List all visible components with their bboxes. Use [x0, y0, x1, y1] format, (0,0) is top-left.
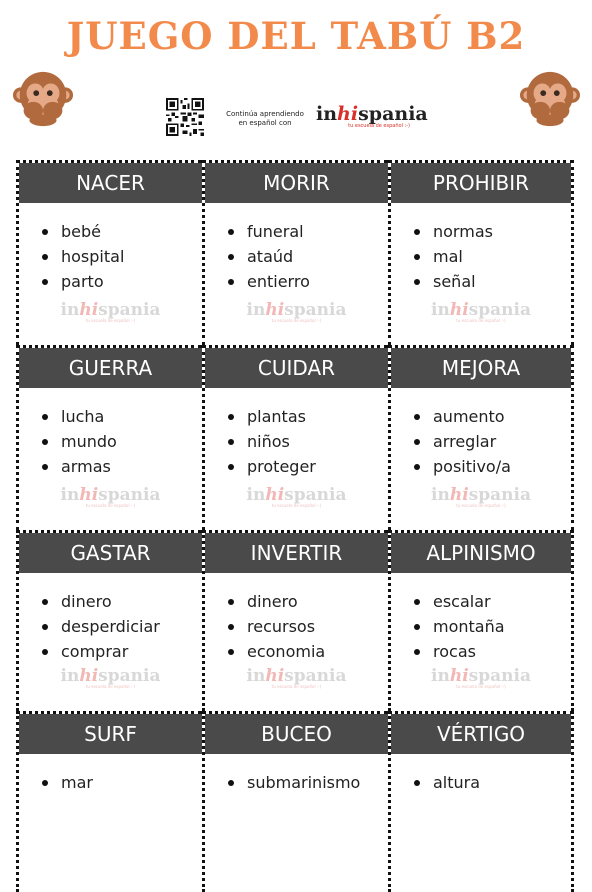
taboo-card — [202, 160, 388, 345]
taboo-card — [388, 160, 574, 345]
card-word: GASTAR — [19, 533, 202, 573]
card-word: NACER — [19, 163, 202, 203]
watermark-logo — [391, 300, 571, 323]
taboo-word: lucha — [39, 404, 202, 429]
taboo-word: aumento — [411, 404, 571, 429]
watermark-part: in — [246, 300, 266, 320]
card-word: MORIR — [205, 163, 388, 203]
taboo-word-list — [205, 388, 388, 479]
promo-text — [220, 110, 310, 128]
taboo-word: positivo/a — [411, 454, 571, 479]
watermark-logo — [19, 666, 202, 689]
speak-no-evil-monkey-icon — [519, 66, 581, 128]
taboo-card — [202, 345, 388, 530]
taboo-word-list — [19, 573, 202, 664]
taboo-word: mar — [39, 770, 202, 795]
watermark-logo — [19, 485, 202, 508]
taboo-card — [388, 530, 574, 711]
taboo-word: mundo — [39, 429, 202, 454]
taboo-card — [16, 160, 202, 345]
taboo-word: hospital — [39, 244, 202, 269]
taboo-word: dinero — [39, 589, 202, 614]
watermark-logo — [391, 485, 571, 508]
taboo-word: normas — [411, 219, 571, 244]
taboo-word-list — [205, 754, 388, 795]
watermark-logo — [205, 666, 388, 689]
taboo-card — [388, 345, 574, 530]
taboo-word-list — [19, 388, 202, 479]
watermark-part-highlight: hi — [449, 485, 469, 505]
inhispania-logo[interactable] — [316, 103, 428, 129]
taboo-card — [16, 711, 202, 892]
watermark-part: spania — [284, 485, 347, 505]
taboo-word: desperdiciar — [39, 614, 202, 639]
taboo-word: parto — [39, 269, 202, 294]
speak-no-evil-monkey-icon — [12, 66, 74, 128]
watermark-part-highlight: hi — [79, 666, 99, 686]
taboo-word: ataúd — [225, 244, 388, 269]
watermark-part: in — [246, 485, 266, 505]
watermark-logo — [205, 485, 388, 508]
taboo-word-list — [205, 573, 388, 664]
watermark-part: spania — [468, 485, 531, 505]
taboo-word: señal — [411, 269, 571, 294]
watermark-part: in — [60, 485, 80, 505]
taboo-word-list — [19, 754, 202, 795]
taboo-word: armas — [39, 454, 202, 479]
taboo-word: montaña — [411, 614, 571, 639]
taboo-word: funeral — [225, 219, 388, 244]
taboo-word: submarinismo — [225, 770, 388, 795]
logo-part: in — [316, 103, 338, 125]
taboo-card — [16, 345, 202, 530]
watermark-part: in — [60, 666, 80, 686]
page-title: JUEGO DEL TABÚ B2 — [66, 14, 526, 58]
watermark-part-highlight: hi — [79, 485, 99, 505]
taboo-card — [388, 711, 574, 892]
watermark-part-highlight: hi — [449, 300, 469, 320]
taboo-word: bebé — [39, 219, 202, 244]
watermark-tagline: tu escuela de español :-) — [456, 318, 506, 323]
card-word: GUERRA — [19, 348, 202, 388]
taboo-word: niños — [225, 429, 388, 454]
card-word: SURF — [19, 714, 202, 754]
watermark-part-highlight: hi — [265, 300, 285, 320]
taboo-card-grid — [16, 160, 574, 892]
watermark-part: spania — [468, 666, 531, 686]
watermark-part: spania — [98, 666, 161, 686]
watermark-tagline: tu escuela de español :-) — [271, 503, 322, 508]
logo-wordmark — [316, 103, 428, 125]
taboo-word: mal — [411, 244, 571, 269]
card-word: INVERTIR — [205, 533, 388, 573]
taboo-word-list — [391, 388, 571, 479]
card-word: VÉRTIGO — [391, 714, 571, 754]
watermark-part-highlight: hi — [79, 300, 99, 320]
logo-part-highlight: hi — [337, 103, 359, 125]
taboo-card — [202, 711, 388, 892]
watermark-logo — [205, 300, 388, 323]
taboo-word-list — [391, 203, 571, 294]
watermark-part: spania — [98, 300, 161, 320]
promo-line: en español con — [238, 119, 292, 127]
taboo-word: dinero — [225, 589, 388, 614]
taboo-word-list — [391, 754, 571, 795]
watermark-part: in — [246, 666, 266, 686]
taboo-word: plantas — [225, 404, 388, 429]
taboo-word-list — [391, 573, 571, 664]
taboo-word-list — [19, 203, 202, 294]
taboo-word-list — [205, 203, 388, 294]
watermark-part: in — [431, 485, 450, 505]
logo-part: spania — [358, 103, 428, 125]
card-word: PROHIBIR — [391, 163, 571, 203]
watermark-tagline: tu escuela de español :-) — [271, 318, 322, 323]
logo-tagline: tu escuela de español :-) — [348, 123, 410, 129]
card-word: MEJORA — [391, 348, 571, 388]
watermark-part-highlight: hi — [265, 485, 285, 505]
taboo-word: proteger — [225, 454, 388, 479]
watermark-logo — [391, 666, 571, 689]
watermark-logo — [19, 300, 202, 323]
taboo-word: rocas — [411, 639, 571, 664]
watermark-part: in — [60, 300, 80, 320]
taboo-word: arreglar — [411, 429, 571, 454]
watermark-part: spania — [284, 300, 347, 320]
taboo-word: entierro — [225, 269, 388, 294]
watermark-part-highlight: hi — [449, 666, 469, 686]
watermark-part: spania — [468, 300, 531, 320]
card-word: ALPINISMO — [391, 533, 571, 573]
watermark-part: in — [431, 666, 450, 686]
watermark-tagline: tu escuela de español :-) — [85, 318, 136, 323]
watermark-tagline: tu escuela de español :-) — [271, 684, 322, 689]
watermark-tagline: tu escuela de español :-) — [85, 684, 136, 689]
card-word: CUIDAR — [205, 348, 388, 388]
watermark-part: spania — [98, 485, 161, 505]
card-word: BUCEO — [205, 714, 388, 754]
taboo-word: recursos — [225, 614, 388, 639]
taboo-word: altura — [411, 770, 571, 795]
taboo-card — [16, 530, 202, 711]
taboo-word: economia — [225, 639, 388, 664]
taboo-word: comprar — [39, 639, 202, 664]
watermark-part: in — [431, 300, 450, 320]
taboo-card — [202, 530, 388, 711]
qr-code-icon[interactable] — [166, 98, 204, 136]
watermark-tagline: tu escuela de español :-) — [456, 503, 506, 508]
watermark-tagline: tu escuela de español :-) — [456, 684, 506, 689]
watermark-tagline: tu escuela de español :-) — [85, 503, 136, 508]
watermark-part: spania — [284, 666, 347, 686]
watermark-part-highlight: hi — [265, 666, 285, 686]
promo-line: Continúa aprendiendo — [226, 110, 304, 118]
taboo-word: escalar — [411, 589, 571, 614]
